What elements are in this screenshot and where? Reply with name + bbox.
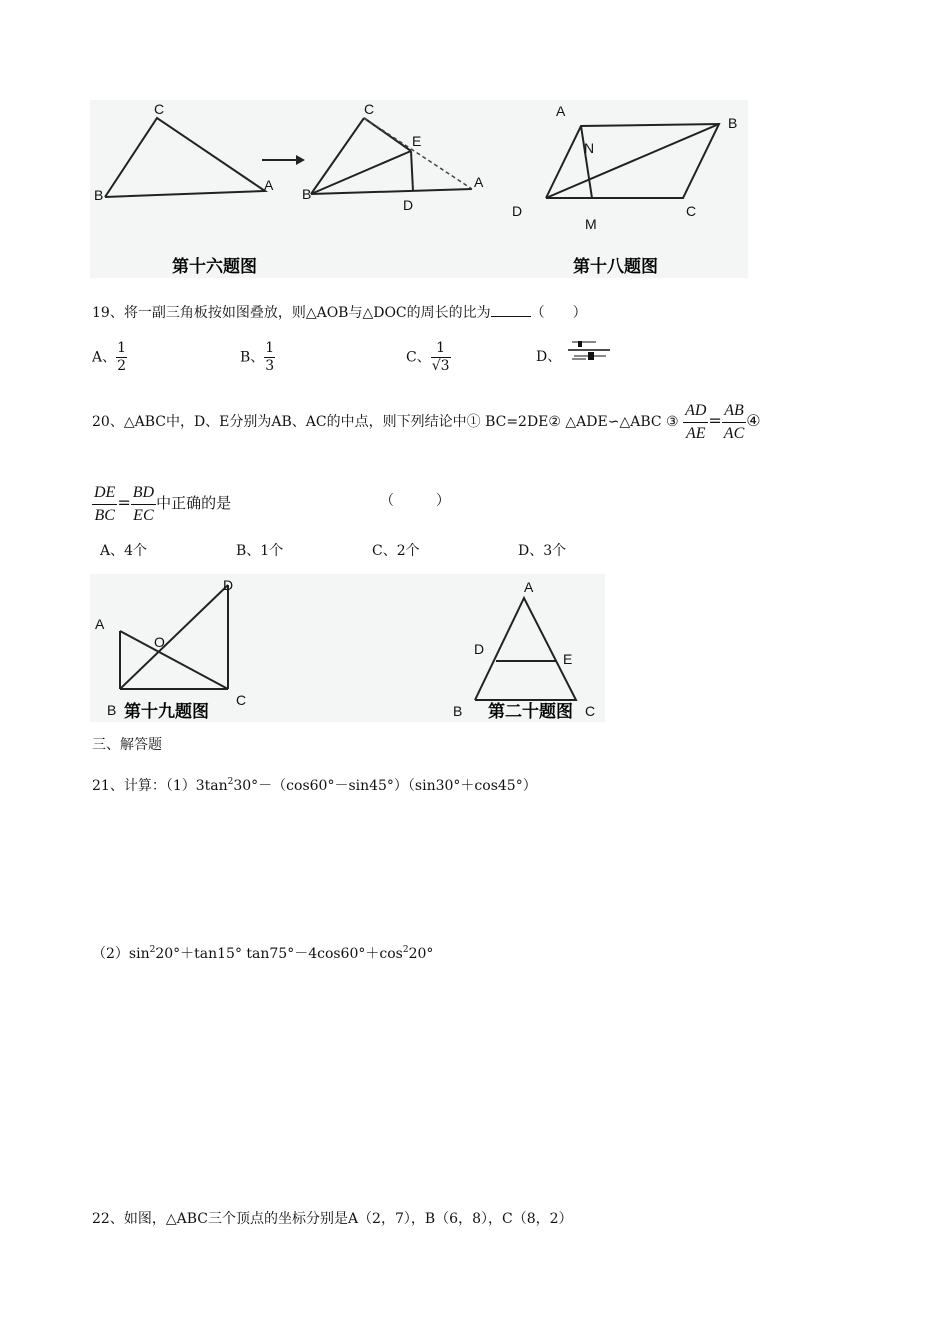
section3-title: 三、解答题 <box>92 737 162 753</box>
fig19-label-o: O <box>154 634 165 650</box>
q19-option-a-fraction: $\frac{1}{2}$ <box>117 340 127 374</box>
q21-part2: $(2)\sin^220^\circ+\tan 15^\circ$ $\tan 75^\circ-4\cos 60^\circ+\cos^220^\circ$ <box>92 945 434 962</box>
q20-paren: （ ） <box>380 493 450 509</box>
fig20-triangle <box>475 598 576 700</box>
fig16-arrow-head <box>296 155 305 165</box>
fig16-label-b1: B <box>94 187 104 203</box>
fig19-label-c: C <box>236 692 247 708</box>
q20-tail-text: 中正确的是 <box>156 494 232 512</box>
q20-circled-4: ④ <box>746 411 761 430</box>
fig18-label-b: B <box>728 115 738 131</box>
q20-option-d: D、3个 <box>518 543 567 559</box>
q19-option-b-label: B、 <box>240 349 265 366</box>
q19-text: 19、将一副三角板按如图叠放，则△AOB与△DOC的周长的比为 <box>92 305 491 321</box>
q20-option-b: B、1个 <box>236 543 284 559</box>
fig16-triangle-left <box>105 118 265 197</box>
q20-fraction-ab-ac: $\frac{AB}{AC}$ <box>723 401 745 442</box>
sqrt-icon: √ <box>431 358 441 374</box>
fig16-label-e2: E <box>412 133 422 149</box>
fig20-label-e: E <box>563 651 573 667</box>
fig19-caption: 第十九题图 <box>124 702 209 722</box>
fig19-label-b: B <box>107 702 117 718</box>
q19-answer-blank <box>491 302 531 317</box>
fig20-caption: 第二十题图 <box>488 702 573 722</box>
q20-option-a: A、4个 <box>100 543 148 559</box>
q19-option-a <box>92 340 127 375</box>
fig20-label-a: A <box>524 579 534 595</box>
fig20-label-b: B <box>453 703 463 719</box>
q19-option-c-fraction: $\frac{1}{√3}$ <box>431 340 450 374</box>
fig20-label-c: C <box>585 703 596 719</box>
q19-option-d-label: D、 <box>536 349 562 365</box>
fig18-label-n: N <box>584 140 595 156</box>
q20-equals-2: = <box>117 493 131 512</box>
q20-fraction-de-bc: $\frac{DE}{BC}$ <box>94 483 116 524</box>
q20-question-line1 <box>92 398 761 445</box>
fig19-label-d: D <box>223 577 234 593</box>
fig18-label-m: M <box>585 216 597 232</box>
fig16-label-b2: B <box>302 186 312 202</box>
q22-question: 22、如图，△ABC三个顶点的坐标分别是A（2，7），B（6，8），C（8，2） <box>92 1211 573 1227</box>
q19-option-b <box>240 340 275 375</box>
q19-option-c-label: C、 <box>406 349 431 366</box>
fig16-base-ba <box>311 189 472 194</box>
q19-option-d-garbled-fraction-icon <box>566 338 612 364</box>
q20-option-c: C、2个 <box>372 543 420 559</box>
fig18-label-d: D <box>512 203 523 219</box>
q19-option-a-label: A、 <box>92 349 117 366</box>
q20-line1-text: 20、△ABC中，D、E分别为AB、AC的中点，则下列结论中① BC=2DE② △ADE∽△ABC ③ <box>92 414 679 430</box>
q19-option-b-fraction: $\frac{1}{3}$ <box>265 340 275 374</box>
q19-option-d <box>536 348 561 366</box>
figure-19-20 <box>0 570 950 730</box>
q20-equals-1: = <box>708 411 722 430</box>
q19-paren: （ ） <box>530 305 587 321</box>
q20-fraction-ad-ae: $\frac{AD}{AE}$ <box>685 401 707 442</box>
figure-16-18 <box>0 0 950 290</box>
fig18-caption: 第十八题图 <box>573 257 658 277</box>
q19-option-c <box>406 340 451 375</box>
fig16-label-c2: C <box>364 101 375 117</box>
fig18-diagonal-db <box>546 124 719 198</box>
fig16-caption: 第十六题图 <box>172 257 257 277</box>
fig19-segment-ac <box>120 631 228 689</box>
fig19-label-a: A <box>95 616 105 632</box>
fig19-segment-bd <box>120 585 228 689</box>
fig16-label-a2: A <box>474 174 484 190</box>
q20-question-line2 <box>92 480 231 527</box>
fig16-label-a1: A <box>264 177 274 193</box>
fig18-label-c: C <box>686 203 697 219</box>
q19-question <box>92 302 587 322</box>
q21-part1: 21、计算：$(1)3\tan^230^\circ-(\cos 60^\circ-\sin 45^\circ)(\sin 30^\circ+\cos 45^\circ)$ <box>92 777 537 794</box>
fig16-label-d2: D <box>403 197 414 213</box>
fig16-label-c1: C <box>154 101 165 117</box>
q20-fraction-bd-ec: $\frac{BD}{EC}$ <box>132 483 155 524</box>
fig16-segment-ed <box>411 151 413 191</box>
fig18-label-a: A <box>556 103 566 119</box>
fig20-label-d: D <box>474 641 485 657</box>
fig18-segment-am <box>581 126 595 198</box>
